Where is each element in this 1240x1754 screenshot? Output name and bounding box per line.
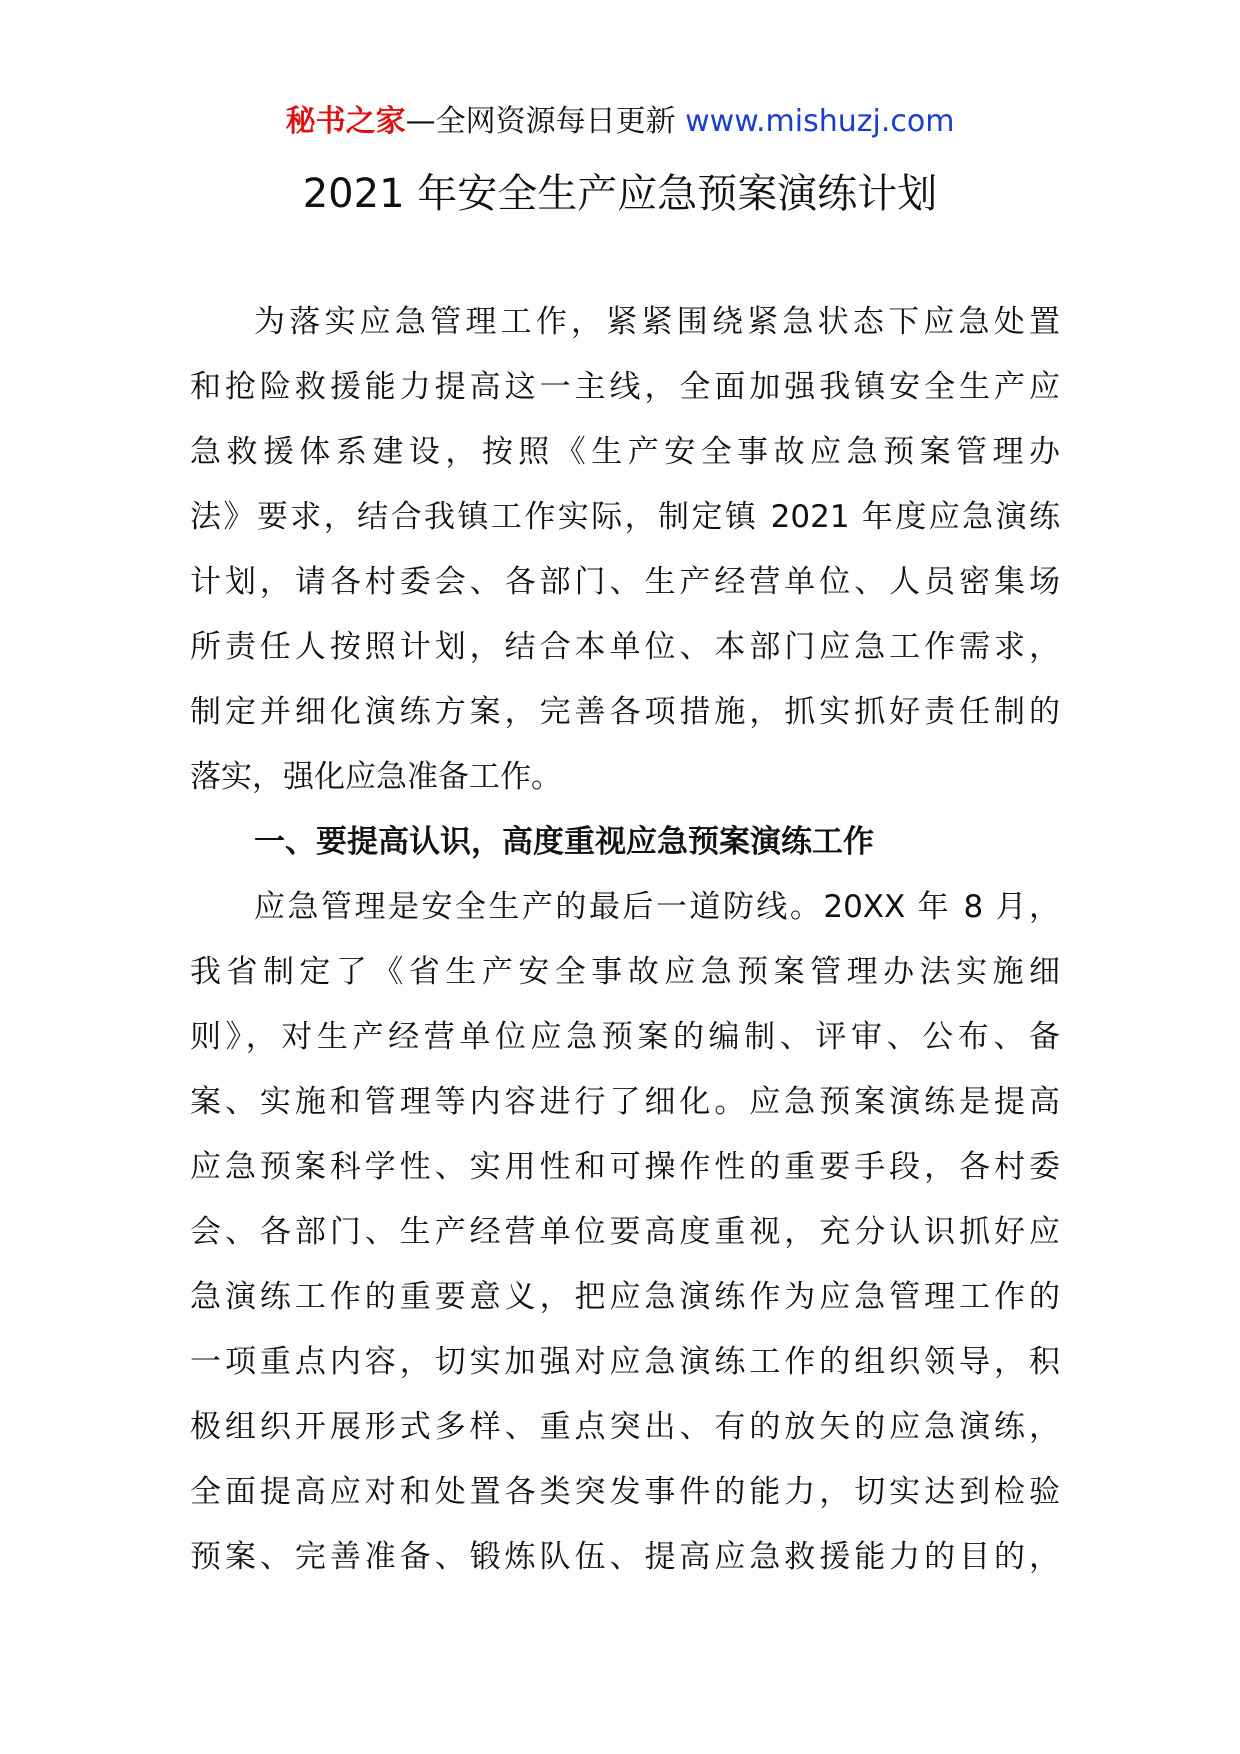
site-brand: 秘书之家 [285, 104, 406, 139]
paragraph-line: 计划，请各村委会、各部门、生产经营单位、人员密集场 [190, 564, 1060, 600]
paragraph-line: 全面提高应对和处置各类突发事件的能力，切实达到检验 [190, 1474, 1060, 1510]
paragraph-line: 会、各部门、生产经营单位要高度重视，充分认识抓好应 [190, 1214, 1060, 1250]
document-body [190, 290, 1060, 1590]
paragraph-line: 制定并细化演练方案，完善各项措施，抓实抓好责任制的 [190, 694, 1060, 730]
paragraph-line: 法》要求，结合我镇工作实际，制定镇 2021 年度应急演练 [190, 499, 1060, 535]
paragraph-line: 案、实施和管理等内容进行了细化。应急预案演练是提高 [190, 1084, 1060, 1120]
paragraph-line: 急救援体系建设，按照《生产安全事故应急预案管理办 [190, 434, 1060, 470]
site-slogan: —全网资源每日更新 [405, 104, 676, 139]
paragraph-line: 所责任人按照计划，结合本单位、本部门应急工作需求， [190, 629, 1060, 665]
paragraph-line: 极组织开展形式多样、重点突出、有的放矢的应急演练， [190, 1409, 1060, 1445]
paragraph-line: 急演练工作的重要意义，把应急演练作为应急管理工作的 [190, 1279, 1060, 1315]
paragraph-line: 则》，对生产经营单位应急预案的编制、评审、公布、备 [190, 1019, 1060, 1055]
paragraph-line: 应急管理是安全生产的最后一道防线。20XX 年 8 月， [254, 889, 1060, 925]
paragraph-line: 我省制定了《省生产安全事故应急预案管理办法实施细 [190, 954, 1060, 990]
paragraph-line: 应急预案科学性、实用性和可操作性的重要手段，各村委 [190, 1149, 1060, 1185]
paragraph-line: 预案、完善准备、锻炼队伍、提高应急救援能力的目的， [190, 1539, 1060, 1575]
site-banner [0, 100, 1240, 144]
site-url[interactable]: www.mishuzj.com [685, 104, 955, 139]
document-title: 2021 年安全生产应急预案演练计划 [302, 171, 938, 217]
paragraph-line: 一项重点内容，切实加强对应急演练工作的组织领导，积 [190, 1344, 1060, 1380]
section-heading: 一、要提高认识，高度重视应急预案演练工作 [254, 824, 874, 860]
paragraph-line: 和抢险救援能力提高这一主线，全面加强我镇安全生产应 [190, 369, 1060, 405]
paragraph-line: 为落实应急管理工作，紧紧围绕紧急状态下应急处置 [254, 304, 1060, 340]
paragraph-line: 落实，强化应急准备工作。 [190, 759, 562, 795]
